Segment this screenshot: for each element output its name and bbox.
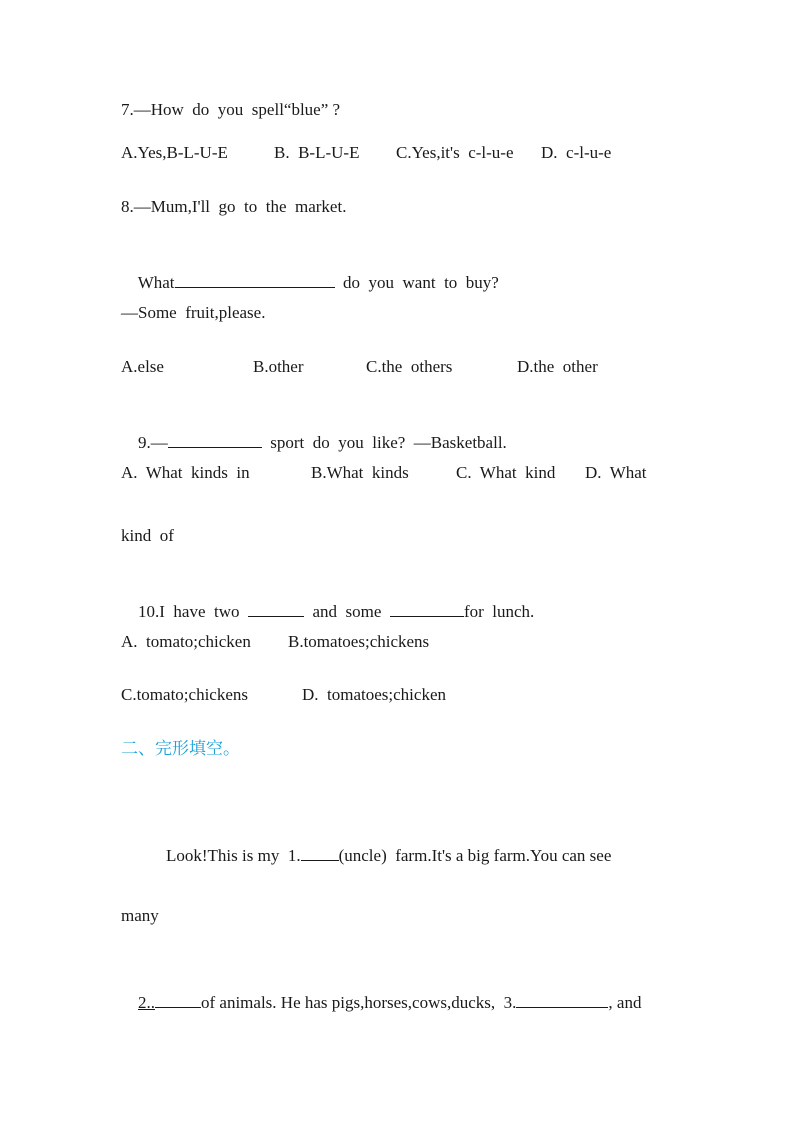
q10-blank-1	[248, 600, 304, 617]
section-heading-cloze: 二、完形填空。	[121, 739, 240, 759]
q8-option-d: D.the other	[517, 357, 598, 376]
q9-option-c: C. What kind	[456, 463, 556, 482]
q9-option-b: B.What kinds	[311, 463, 409, 482]
q8-option-b: B.other	[253, 357, 304, 376]
q8-stem-pre: What	[137, 273, 175, 292]
passage-line-3-pre: 2..	[138, 993, 155, 1012]
q9-answer-blank	[168, 431, 262, 448]
passage-blank-3	[516, 991, 608, 1008]
q8-answer-blank	[175, 271, 335, 288]
q10-stem-post: for lunch.	[463, 602, 535, 621]
q10-option-a: A. tomato;chicken	[121, 632, 251, 651]
q8-option-c: C.the others	[366, 357, 453, 376]
q8-option-a: A.else	[121, 357, 164, 376]
q10-option-b: B.tomatoes;chickens	[288, 632, 430, 651]
q10-stem-pre: 10.I have two	[138, 602, 249, 621]
passage-blank-1	[301, 844, 339, 861]
q9-option-d: D. What	[585, 463, 647, 482]
passage-line-1-post: (uncle) farm.It's a big farm.You can see	[338, 846, 612, 865]
q7-option-d: D. c-l-u-e	[541, 143, 612, 162]
q8-stem-post: do you want to buy?	[334, 273, 499, 292]
q10-blank-2	[390, 600, 464, 617]
q10-option-d: D. tomatoes;chicken	[302, 685, 446, 704]
q7-stem: 7.—How do you spell“blue” ?	[121, 100, 341, 119]
q9-stem-pre: 9.—	[138, 433, 168, 452]
q7-option-c: C.Yes,it's c-l-u-e	[396, 143, 514, 162]
q9-stem-post: sport do you like? —Basketball.	[261, 433, 507, 452]
passage-blank-2	[155, 991, 201, 1008]
passage-line-1	[149, 822, 611, 889]
passage-line-2: many	[121, 906, 159, 925]
q8-reply: —Some fruit,please.	[121, 303, 266, 322]
q8-stem: 8.—Mum,I'll go to the market.	[121, 197, 347, 216]
passage-line-3	[121, 969, 641, 1036]
q10-option-c: C.tomato;chickens	[121, 685, 249, 704]
q9-option-d-wrap: kind of	[121, 526, 174, 545]
q7-option-b: B. B-L-U-E	[274, 143, 360, 162]
q10-stem-mid: and some	[304, 602, 390, 621]
passage-line-3-mid: of animals. He has pigs,horses,cows,ducks, 3.	[201, 993, 517, 1012]
q9-option-a: A. What kinds in	[121, 463, 250, 482]
q7-option-a: A.Yes,B-L-U-E	[121, 143, 228, 162]
passage-line-1-pre: Look!This is my 1.	[166, 846, 301, 865]
passage-line-3-post: , and	[608, 993, 642, 1012]
